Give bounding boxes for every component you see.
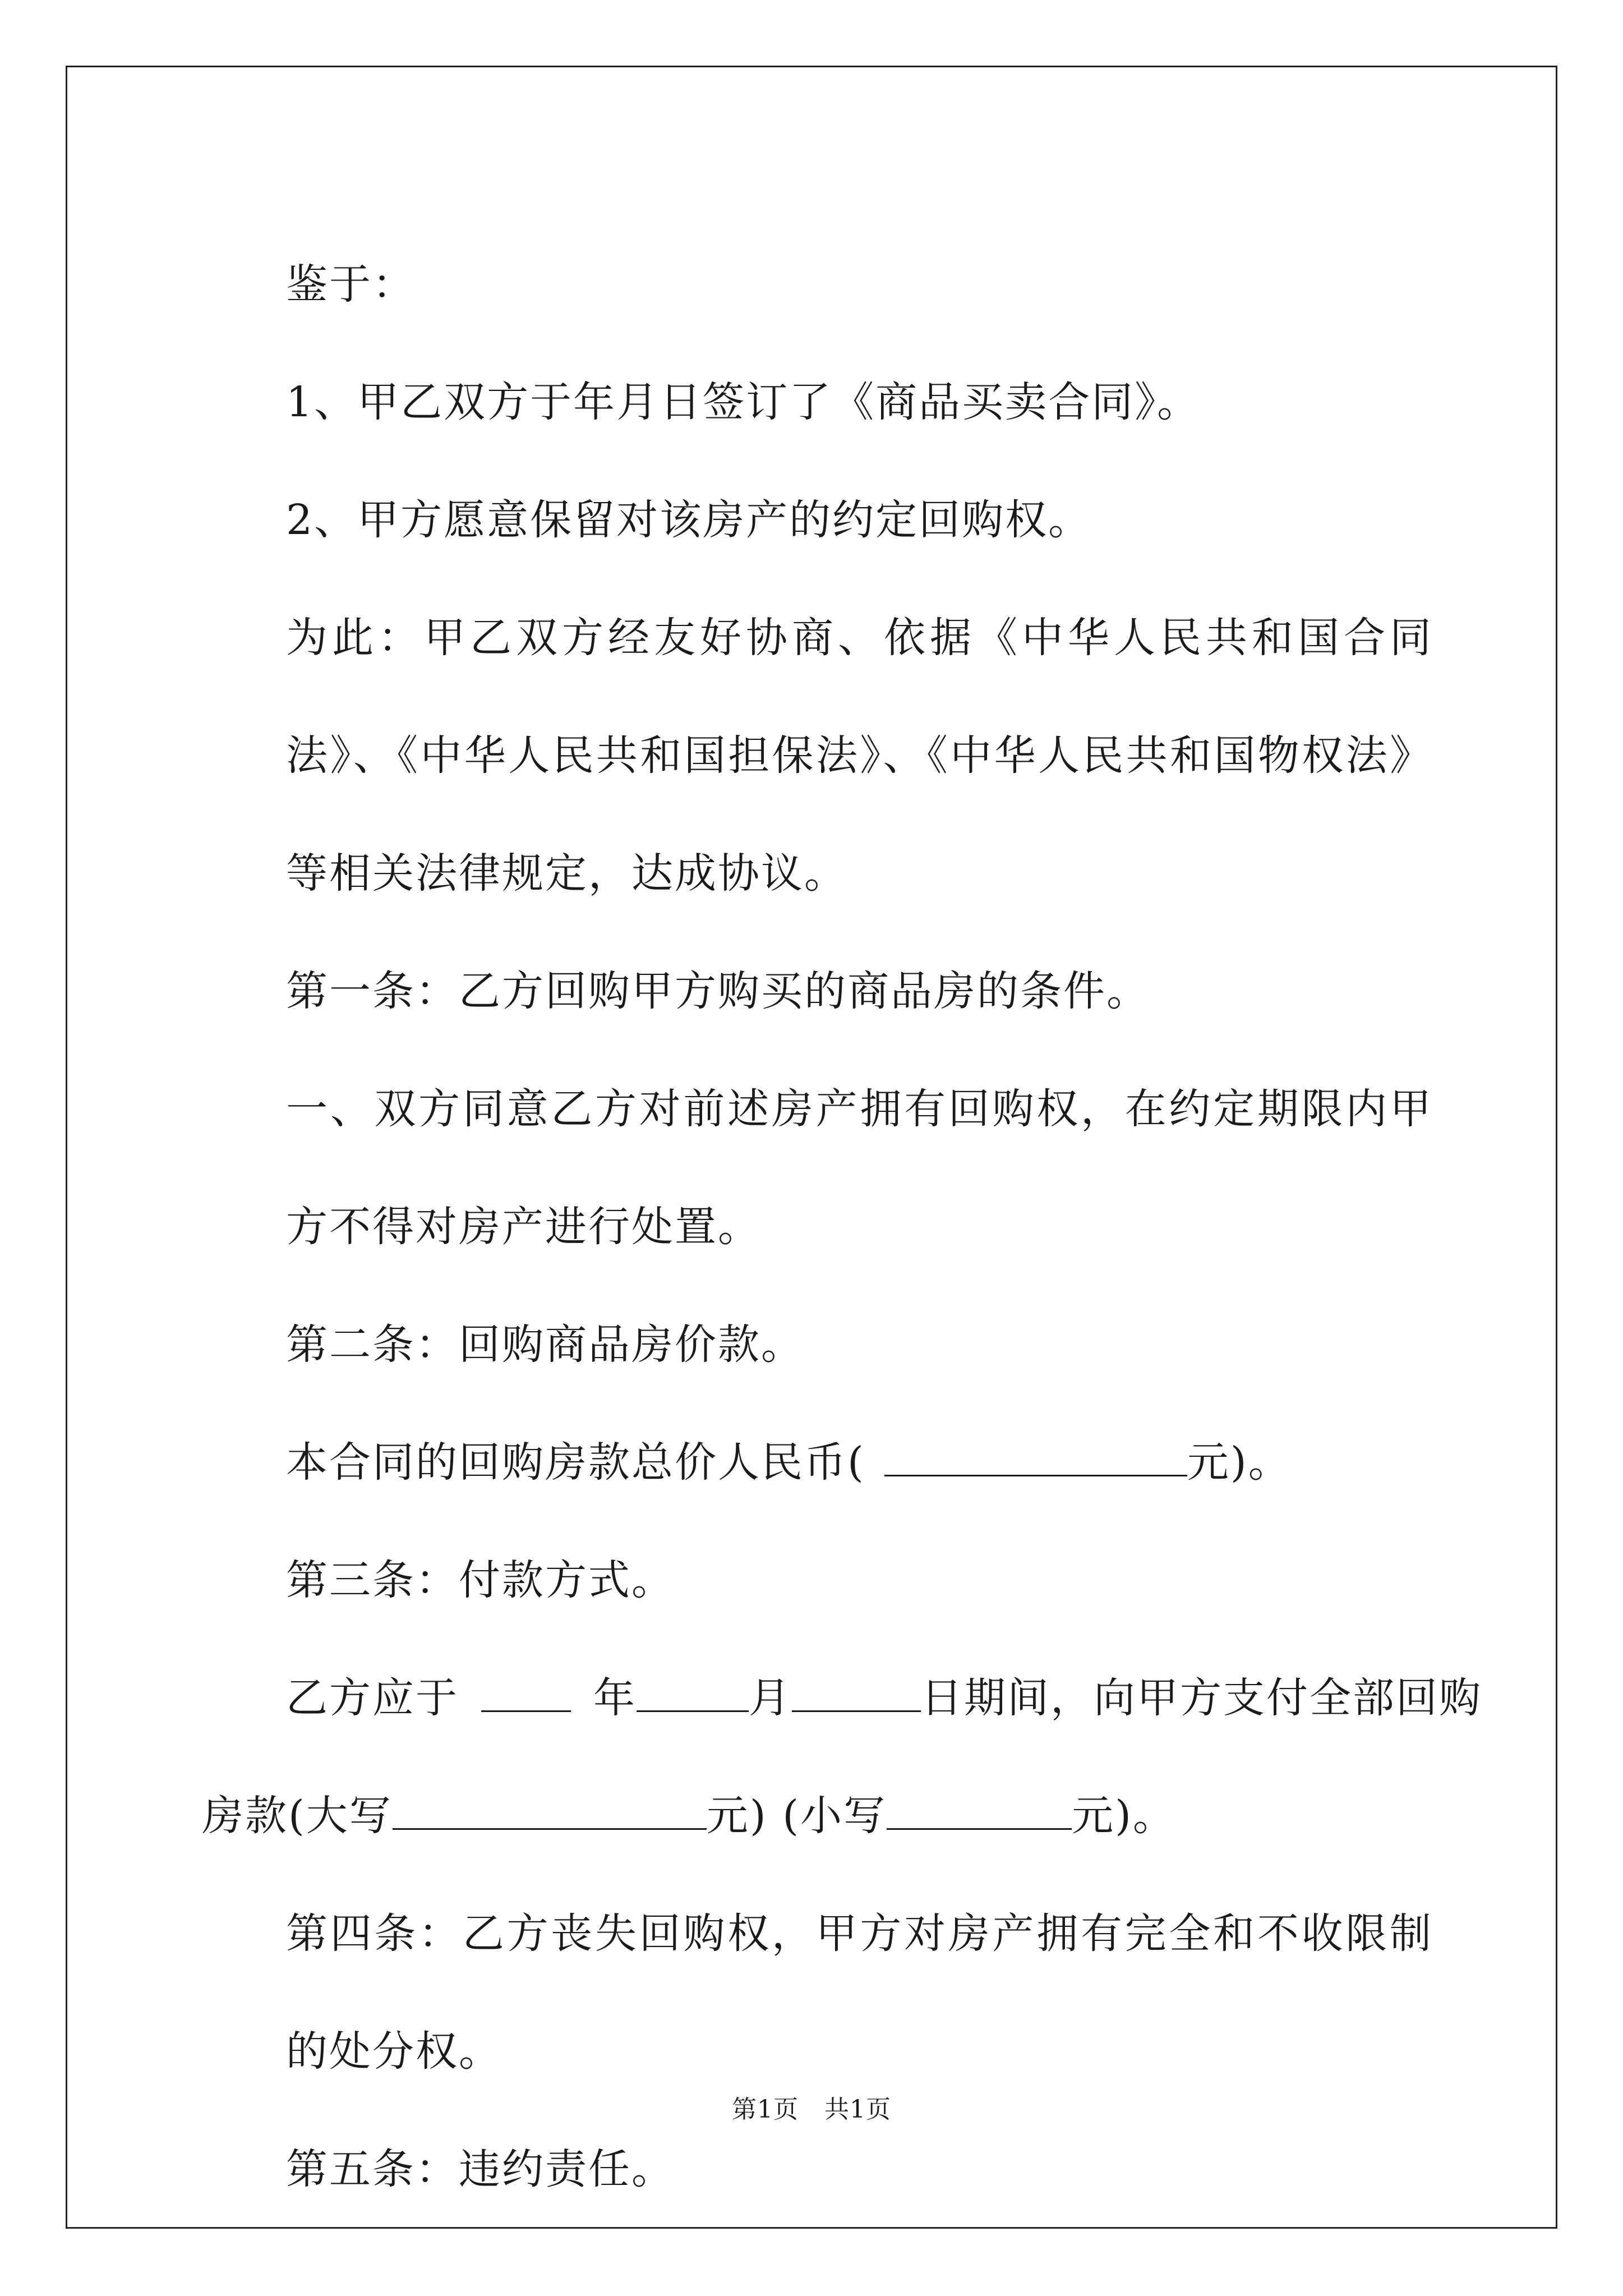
article-3-clause-line-2 [202, 1757, 1433, 1875]
article-3-clause-line-1 [202, 1639, 1482, 1757]
page-footer [0, 2089, 1623, 2125]
month-blank[interactable] [637, 1678, 749, 1712]
article-5-heading: 第五条：违约责任。 [286, 2145, 675, 2193]
month-label: 月 [749, 1674, 792, 1722]
day-blank[interactable] [792, 1678, 921, 1712]
page-number: 第1页 [732, 2095, 799, 2124]
payment-intro: 乙方应于 [286, 1674, 459, 1722]
paragraph-recital-1: 1、甲乙双方于年月日签订了《商品买卖合同》。 [286, 378, 1201, 426]
amount-figures-label: 元) (小写 [706, 1792, 887, 1840]
document-body [202, 226, 1482, 2228]
price-amount-blank[interactable] [884, 1442, 1187, 1476]
article-2-price [202, 1404, 1433, 1521]
page-total: 共1页 [824, 2095, 891, 2124]
amount-figures-blank[interactable] [887, 1796, 1072, 1830]
article-3-heading: 第三条：付款方式。 [286, 1556, 675, 1604]
article-4-heading: 第四条：乙方丧失回购权，甲方对房产拥有完全和不收限制的处分权。 [286, 1910, 1433, 2076]
article-1-heading: 第一条：乙方回购甲方购买的商品房的条件。 [286, 967, 1150, 1015]
amount-figures-unit: 元)。 [1072, 1792, 1177, 1840]
payment-period-text: 日期间，向甲方支付全部回购 [921, 1674, 1482, 1722]
paragraph-basis: 为此：甲乙双方经友好协商、依据《中华人民共和国合同法》、《中华人民共和国担保法》、《中华人民共和国物权法》等相关法律规定，达成协议。 [286, 614, 1433, 898]
amount-words-label: 房款(大写 [202, 1792, 393, 1840]
price-unit: 元)。 [1187, 1438, 1292, 1487]
year-blank[interactable] [481, 1678, 571, 1712]
year-label: 年 [593, 1674, 637, 1722]
price-label: 本合同的回购房款总价人民币( [286, 1438, 865, 1487]
article-2-heading: 第二条：回购商品房价款。 [286, 1320, 804, 1369]
amount-words-blank[interactable] [393, 1796, 707, 1830]
article-1-clause: 一、双方同意乙方对前述房产拥有回购权，在约定期限内甲方不得对房产进行处置。 [286, 1085, 1433, 1251]
paragraph-recital-2: 2、甲方愿意保留对该房产的约定回购权。 [286, 496, 1092, 544]
paragraph-preamble: 鉴于： [286, 260, 416, 309]
